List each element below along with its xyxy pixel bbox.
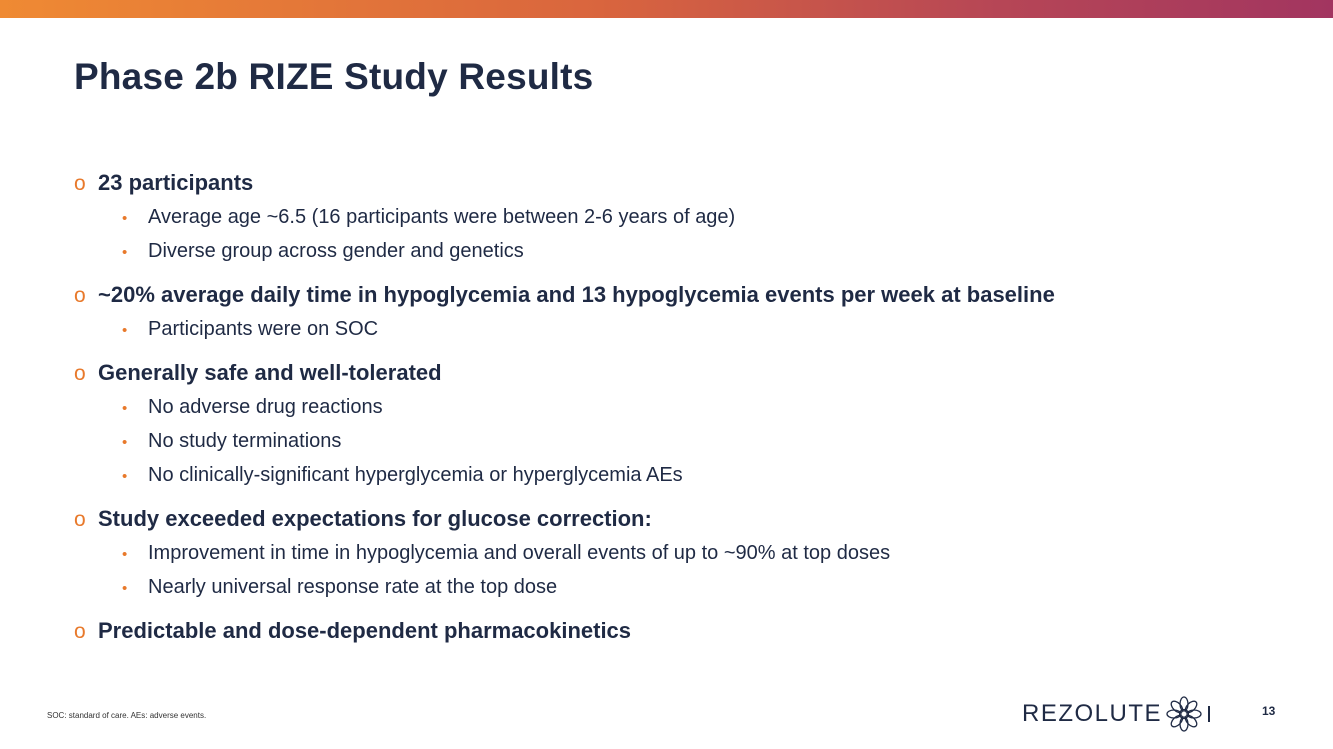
- dot-bullet-icon: •: [122, 580, 128, 597]
- bullet-list: [74, 166, 1294, 648]
- sub-bullet-item: [74, 234, 1294, 268]
- sub-bullet-item: [74, 570, 1294, 604]
- sub-bullet-item: [74, 200, 1294, 234]
- slide-title: Phase 2b RIZE Study Results: [74, 56, 594, 97]
- bullet-text: Study exceeded expectations for glucose correction:: [98, 506, 652, 531]
- bullet-text: 23 participants: [98, 170, 254, 195]
- circle-bullet-icon: o: [74, 620, 86, 643]
- dot-bullet-icon: •: [122, 434, 128, 451]
- dot-bullet-icon: •: [122, 210, 128, 227]
- company-logo: [1022, 692, 1210, 736]
- sub-bullet-text: No study terminations: [148, 430, 342, 452]
- sub-bullet-text: No clinically-significant hyperglycemia or hyperglycemia AEs: [148, 464, 683, 486]
- circle-bullet-icon: o: [74, 172, 86, 195]
- bullet-item: [74, 614, 1294, 648]
- flower-logo-icon: [1166, 696, 1202, 732]
- dot-bullet-icon: •: [122, 468, 128, 485]
- sub-bullet-item: [74, 458, 1294, 492]
- bullet-text: Predictable and dose-dependent pharmacokinetics: [98, 618, 632, 643]
- circle-bullet-icon: o: [74, 362, 86, 385]
- sub-bullet-item: [74, 424, 1294, 458]
- footnote: SOC: standard of care. AEs: adverse events.: [47, 711, 207, 720]
- sub-bullet-item: [74, 312, 1294, 346]
- sub-bullet-text: Improvement in time in hypoglycemia and overall events of up to ~90% at top doses: [148, 542, 891, 564]
- sub-bullet-text: Average age ~6.5 (16 participants were between 2-6 years of age): [148, 206, 736, 228]
- sub-bullet-item: [74, 390, 1294, 424]
- circle-bullet-icon: o: [74, 508, 86, 531]
- bullet-text: ~20% average daily time in hypoglycemia and 13 hypoglycemia events per week at baseline: [98, 282, 1055, 307]
- dot-bullet-icon: •: [122, 400, 128, 417]
- bullet-item: [74, 166, 1294, 200]
- sub-bullet-text: Diverse group across gender and genetics: [148, 240, 524, 262]
- bullet-text: Generally safe and well-tolerated: [98, 360, 442, 385]
- bullet-item: [74, 356, 1294, 390]
- sub-bullet-item: [74, 536, 1294, 570]
- sub-bullet-text: No adverse drug reactions: [148, 396, 383, 418]
- dot-bullet-icon: •: [122, 546, 128, 563]
- dot-bullet-icon: •: [122, 244, 128, 261]
- circle-bullet-icon: o: [74, 284, 86, 307]
- bullet-item: [74, 502, 1294, 536]
- sub-bullet-text: Nearly universal response rate at the top dose: [148, 576, 558, 598]
- logo-wordmark: REZOLUTE: [1022, 700, 1163, 727]
- sub-bullet-text: Participants were on SOC: [148, 318, 379, 340]
- top-gradient-bar: [0, 0, 1333, 18]
- dot-bullet-icon: •: [122, 322, 128, 339]
- page-number: 13: [1262, 704, 1276, 718]
- logo-divider: [1208, 706, 1210, 722]
- bullet-item: [74, 278, 1294, 312]
